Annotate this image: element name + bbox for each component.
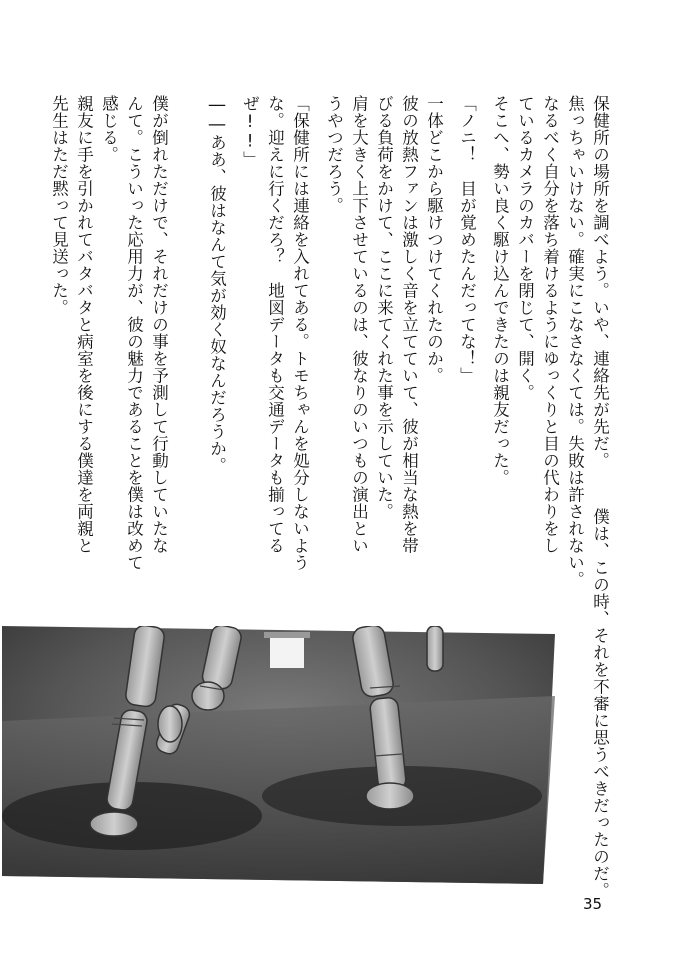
text-line-6: 「ノニ！ 目が覚めたんだってな！」 xyxy=(457,95,477,384)
text-line-14: ぜ!!」 xyxy=(240,95,260,168)
text-line-3: なるべく自分を落ち着けるようにゆっくりと目の代わりをし xyxy=(540,95,560,554)
text-line-8: 彼の放熱ファンは激しく音を立てていて、彼が相当な熱を帯 xyxy=(399,95,419,554)
text-line-12: 「保健所には連絡を入れてある。トモちゃんを処分しないよう xyxy=(290,95,310,571)
closing-line: 僕は、この時、それを不審に思うべきだったのだ。 xyxy=(590,508,610,899)
text-line-13: な。迎えに行くだろ？ 地図データも交通データも揃ってる xyxy=(265,95,285,554)
text-line-16: 僕が倒れただけで、それだけの事を予測して行動していたな xyxy=(149,95,169,554)
text-line-2: 焦っちゃいけない。確実にこなさなくては。失敗は許されない。 xyxy=(565,95,585,588)
text-line-1: 保健所の場所を調べよう。いや、連絡先が先だ。 xyxy=(590,95,610,469)
text-line-19: 親友に手を引かれてバタバタと病室を後にする僕達を両親と xyxy=(74,95,94,554)
text-line-7: 一体どこから駆けつけてくれたのか。 xyxy=(424,95,444,384)
text-line-10: 肩を大きく上下させているのは、彼なりのいつもの演出とい xyxy=(349,95,369,554)
page-number: 35 xyxy=(583,895,603,913)
robot-legs-illustration xyxy=(2,626,555,884)
text-line-20: 先生はただ黙って見送った。 xyxy=(49,95,69,316)
text-line-15: ――ああ、彼はなんて気が効く奴なんだろうか。 xyxy=(207,95,227,474)
text-line-5: そこへ、勢い良く駆け込んできたのは親友だった。 xyxy=(490,95,510,486)
text-line-11: うやつだろう。 xyxy=(324,95,344,214)
text-line-18: 感じる。 xyxy=(99,95,119,163)
text-line-4: ているカメラのカバーを閉じて、開く。 xyxy=(515,95,535,401)
text-line-9: びる負荷をかけて、ここに来てくれた事を示していた。 xyxy=(374,95,394,520)
text-line-17: んて。こういった応用力が、彼の魅力であることを僕は改めて xyxy=(124,95,144,571)
